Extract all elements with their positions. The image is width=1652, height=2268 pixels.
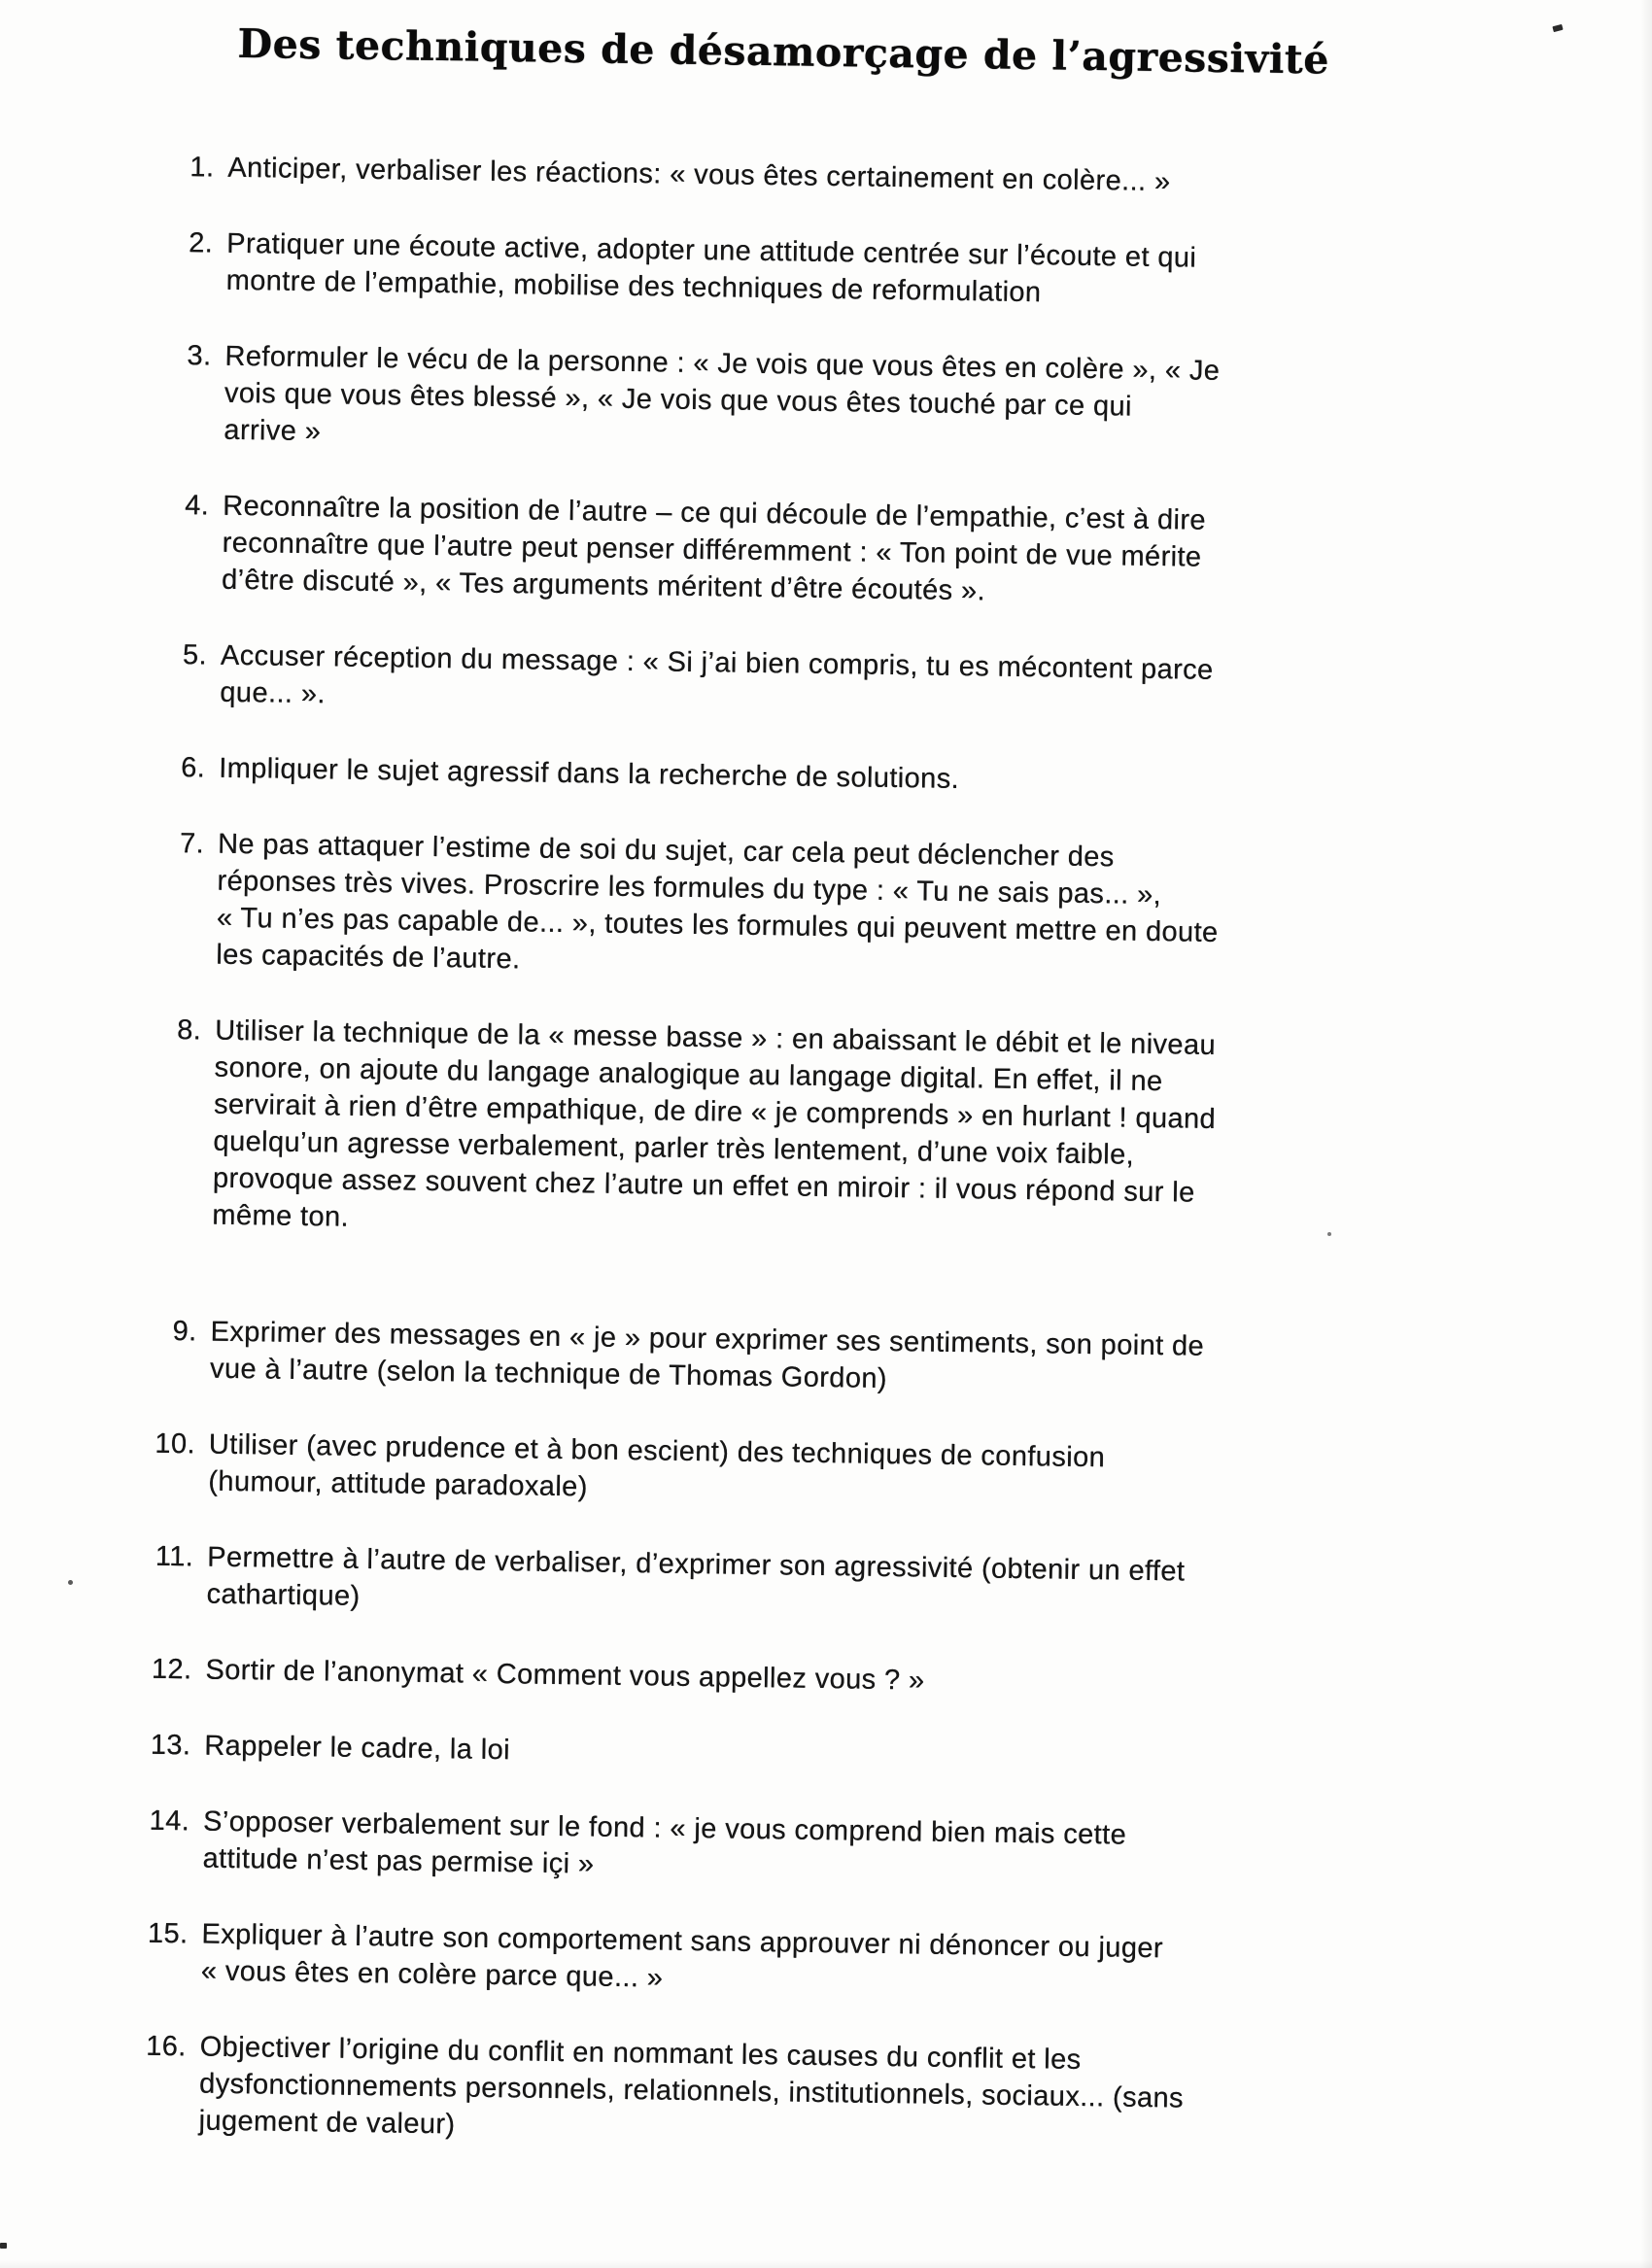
item-number: 7. <box>179 828 205 860</box>
item-number: 16. <box>145 2030 187 2063</box>
item-number: 12. <box>151 1653 192 1686</box>
list-item <box>130 2028 1454 2158</box>
item-number: 9. <box>172 1316 197 1348</box>
item-number: 14. <box>149 1804 190 1838</box>
scan-edge-shading <box>0 2260 1652 2268</box>
item-number: 11. <box>155 1540 194 1573</box>
technique-list <box>130 149 1482 2197</box>
item-text: S’opposer verbalement sur le fond : « je vous comprend bien mais cette attitude n’est pas permise içi » <box>202 1805 1127 1880</box>
item-text: Pratiquer une écoute active, adopter une attitude centrée sur l’écoute et qui montre de l’empathie, mobilise des techniques de reformulation <box>225 227 1197 309</box>
item-text: Ne pas attaquer l’estime de soi du sujet, car cela peut déclencher des réponses très vives. Proscrire les formules du type : « Tu ne sais pas... », « Tu n’es pas capable de... », toutes les formules qui peuvent mettre en doute les capacités de l’autre. <box>216 828 1219 976</box>
scan-artifact <box>1327 1232 1331 1236</box>
list-item <box>142 1313 1464 1406</box>
item-text: Expliquer à l’autre son comportement sans approuver ni dénoncer ou juger « vous êtes en colère parce que... » <box>200 1918 1164 1994</box>
item-text: Accuser réception du message : « Si j’ai bien compris, tu es mécontent parce que... ». <box>220 639 1214 710</box>
item-number: 6. <box>181 752 206 784</box>
scan-artifact <box>68 1580 73 1585</box>
item-number: 1. <box>189 152 215 184</box>
item-text: Impliquer le sujet agressif dans la recherche de solutions. <box>219 752 960 795</box>
list-item <box>136 1727 1458 1783</box>
list-item <box>133 1915 1456 2009</box>
item-text: Reformuler le vécu de la personne : « Je vois que vous êtes en colère », « Je vois que vous êtes blessé », « Je vois que vous êtes touché par ce qui arrive » <box>224 340 1221 448</box>
item-number: 13. <box>150 1729 191 1762</box>
list-item <box>137 1651 1459 1707</box>
page-title: Des techniques de désamorçage de l’agressivité <box>237 19 1330 84</box>
list-item <box>157 224 1480 318</box>
item-text: Utiliser (avec prudence et à bon escient) des techniques de confusion (humour, attitude paradoxale) <box>208 1428 1106 1503</box>
list-item <box>155 337 1479 467</box>
list-item <box>159 149 1481 205</box>
item-text: Permettre à l’autre de verbaliser, d’exprimer son agressivité (obtenir un effet cathartique) <box>206 1541 1186 1612</box>
list-item <box>138 1538 1461 1632</box>
item-number: 8. <box>177 1014 202 1047</box>
list-item <box>152 636 1474 730</box>
list-item <box>140 1426 1463 1519</box>
item-text: Objectiver l’origine du conflit en nommant les causes du conflit et les dysfonctionnements personnels, relationnels, institutionnels, sociaux... (sans jugement de valeur) <box>198 2031 1185 2141</box>
item-text: Exprimer des messages en « je » pour exprimer ses sentiments, son point de vue à l’autre (selon la technique de Thomas Gordon) <box>209 1316 1205 1394</box>
item-number: 5. <box>182 639 208 671</box>
item-number: 3. <box>187 340 212 372</box>
list-item <box>148 825 1471 992</box>
item-text: Reconnaître la position de l’autre – ce qui découle de l’empathie, c’est à dire reconnaître que l’autre peut penser différemment : « Ton point de vue mérite d’être discuté », « Tes arguments méritent d’être écoutés ». <box>221 490 1207 607</box>
list-item <box>134 1803 1457 1896</box>
item-text: Rappeler le cadre, la loi <box>204 1730 511 1767</box>
list-item <box>151 749 1472 806</box>
item-text: Sortir de l’anonymat « Comment vous appellez vous ? » <box>205 1654 925 1697</box>
item-number: 2. <box>189 227 214 259</box>
list-item <box>154 487 1477 617</box>
item-number: 10. <box>155 1427 196 1460</box>
scan-edge-shading <box>1640 0 1652 2268</box>
item-number: 15. <box>147 1917 189 1950</box>
item-number: 4. <box>185 490 210 522</box>
item-text: Anticiper, verbaliser les réactions: « vous êtes certainement en colère... » <box>227 152 1171 198</box>
list-item <box>144 1012 1468 1253</box>
item-text: Utiliser la technique de la « messe basse » : en abaissant le débit et le niveau sonore, on ajoute du langage analogique au langage digital. En effet, il ne servirait à rien d’être empathique, de dire « je comprends » en hurlant ! quand quelqu’un agresse verbalement, parler très lentement, d’une voix faible, provoque assez souvent chez l’autre un effet en miroir : il vous répond sur le même ton. <box>212 1014 1217 1233</box>
scan-artifact <box>0 2243 7 2249</box>
